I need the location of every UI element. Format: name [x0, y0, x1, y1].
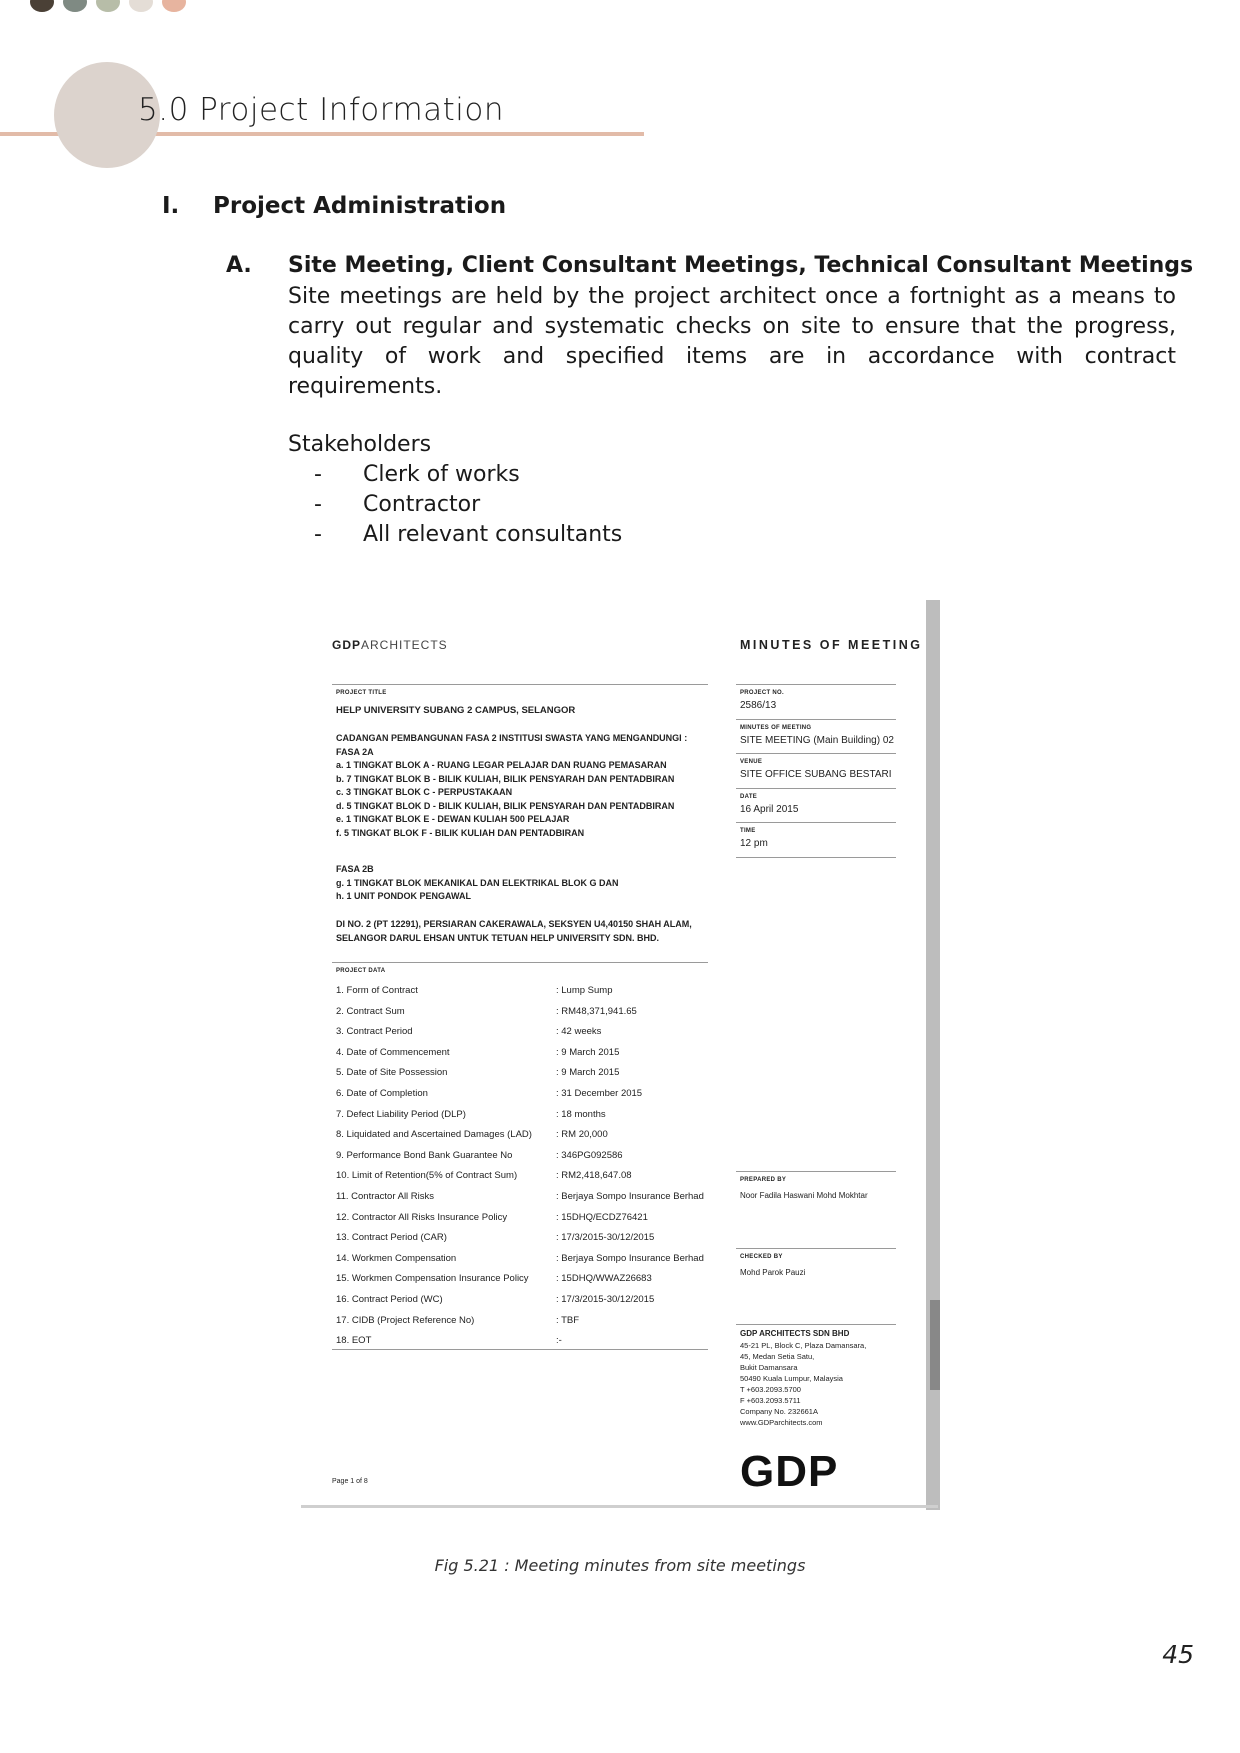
- project-title-label: PROJECT TITLE: [336, 690, 387, 696]
- page-number: 45: [1162, 1640, 1194, 1669]
- data-row-value: : 17/3/2015-30/12/2015: [556, 1232, 655, 1244]
- checked-by-label: CHECKED BY: [740, 1254, 783, 1260]
- divider: [736, 1324, 896, 1325]
- description-line: g. 1 TINGKAT BLOK MEKANIKAL DAN ELEKTRIKAL BLOK G DAN: [336, 877, 619, 888]
- data-row-value: : RM 20,000: [556, 1129, 608, 1141]
- data-row-value: :-: [556, 1335, 562, 1347]
- data-row-label: 5. Date of Site Possession: [336, 1067, 448, 1079]
- data-row-label: 7. Defect Liability Period (DLP): [336, 1108, 466, 1120]
- address-line: 45-21 PL, Block C, Plaza Damansara,: [740, 1341, 867, 1350]
- minutes-heading: MINUTES OF MEETING: [740, 638, 923, 652]
- address-line: Company No. 232661A: [740, 1407, 818, 1416]
- detail-label: MINUTES OF MEETING: [740, 724, 812, 731]
- data-row-value: : 9 March 2015: [556, 1046, 620, 1058]
- subsection-letter: A.: [226, 253, 252, 278]
- data-row-value: : 31 December 2015: [556, 1088, 643, 1099]
- data-row-label: 15. Workmen Compensation Insurance Policy: [336, 1273, 529, 1285]
- prepared-by-label: PREPARED BY: [740, 1177, 787, 1183]
- data-row-label: 3. Contract Period: [336, 1026, 413, 1038]
- data-row-value: : 15DHQ/WWAZ26683: [556, 1273, 652, 1285]
- detail-value: 16 April 2015: [740, 803, 799, 815]
- detail-label: VENUE: [740, 759, 763, 765]
- document-edge: [930, 1300, 940, 1390]
- subsection-paragraph: Site meetings are held by the project architect once a fortnight as a means to carry out regular and systematic checks on site to ensure that the progress, quality of work and specified items are in accordance with contract requirements.: [288, 284, 1176, 399]
- address-line: www.GDParchitects.com: [740, 1418, 823, 1427]
- bullet-dash: -: [314, 462, 322, 487]
- data-row-label: 16. Contract Period (WC): [336, 1294, 443, 1305]
- divider: [736, 684, 896, 685]
- detail-value: 12 pm: [740, 838, 768, 849]
- palette-dot: [162, 0, 186, 12]
- gdp-logo: GDP: [740, 1447, 839, 1496]
- data-row-value: : 346PG092586: [556, 1149, 623, 1161]
- stakeholders-heading: Stakeholders: [288, 432, 432, 457]
- detail-label: PROJECT NO.: [740, 690, 784, 696]
- data-row-label: 13. Contract Period (CAR): [336, 1232, 447, 1244]
- section-title: Project Administration: [213, 193, 507, 219]
- divider: [332, 962, 708, 963]
- project-data-label: PROJECT DATA: [336, 968, 386, 974]
- detail-label: DATE: [740, 793, 758, 800]
- data-row-label: 10. Limit of Retention(5% of Contract Sum): [336, 1170, 518, 1182]
- palette-dot: [63, 0, 87, 12]
- data-row-value: : 15DHQ/ECDZ76421: [556, 1211, 648, 1223]
- detail-value: SITE OFFICE SUBANG BESTARI: [740, 769, 892, 780]
- bullet-dash: -: [314, 492, 322, 517]
- project-title: HELP UNIVERSITY SUBANG 2 CAMPUS, SELANGOR: [336, 705, 576, 716]
- description-line: FASA 2A: [336, 746, 374, 757]
- section-number: I.: [162, 193, 180, 219]
- divider: [736, 719, 896, 720]
- data-row-value: : Lump Sump: [556, 985, 613, 996]
- data-row-value: : 18 months: [556, 1108, 606, 1120]
- divider: [736, 1171, 896, 1172]
- description-line: a. 1 TINGKAT BLOK A - RUANG LEGAR PELAJAR DAN RUANG PEMASARAN: [336, 760, 667, 770]
- data-row-value: : 42 weeks: [556, 1026, 602, 1038]
- data-row-label: 18. EOT: [336, 1335, 372, 1347]
- description-line: CADANGAN PEMBANGUNAN FASA 2 INSTITUSI SWASTA YANG MENGANDUNGI :: [336, 733, 688, 743]
- data-row-value: : Berjaya Sompo Insurance Berhad: [556, 1191, 704, 1202]
- checked-by: Mohd Parok Pauzi: [740, 1268, 806, 1277]
- palette-dot: [30, 0, 54, 12]
- description-line: FASA 2B: [336, 864, 374, 874]
- document-page-number: Page 1 of 8: [332, 1478, 368, 1485]
- description-line: b. 7 TINGKAT BLOK B - BILIK KULIAH, BILIK PENSYARAH DAN PENTADBIRAN: [336, 773, 675, 784]
- data-row-label: 14. Workmen Compensation: [336, 1252, 457, 1264]
- palette-dot: [129, 0, 153, 12]
- data-row-label: 12. Contractor All Risks Insurance Policy: [336, 1211, 508, 1223]
- company-name: GDP ARCHITECTS SDN BHD: [740, 1329, 850, 1338]
- description-line: SELANGOR DARUL EHSAN UNTUK TETUAN HELP UNIVERSITY SDN. BHD.: [336, 932, 660, 943]
- data-row-label: 9. Performance Bond Bank Guarantee No: [336, 1149, 513, 1161]
- page-title: 5.0 Project Information: [138, 92, 505, 128]
- divider: [332, 684, 708, 685]
- data-row-label: 1. Form of Contract: [336, 985, 418, 996]
- divider: [736, 822, 896, 823]
- bullet-dash: -: [314, 522, 322, 547]
- gdp-architects-logo: GDPARCHITECTS: [332, 638, 448, 652]
- divider: [736, 857, 896, 858]
- address-line: F +603.2093.5711: [740, 1396, 801, 1405]
- divider: [736, 788, 896, 789]
- document-edge: [301, 1505, 938, 1508]
- subsection-title: Site Meeting, Client Consultant Meetings, Technical Consultant Meetings: [288, 253, 1194, 278]
- figure-caption: Fig 5.21 : Meeting minutes from site meetings: [434, 1556, 806, 1575]
- data-row-value: : 9 March 2015: [556, 1067, 620, 1079]
- data-row-label: 17. CIDB (Project Reference No): [336, 1314, 475, 1326]
- description-line: DI NO. 2 (PT 12291), PERSIARAN CAKERAWALA, SEKSYEN U4,40150 SHAH ALAM,: [336, 919, 692, 929]
- divider: [332, 1349, 708, 1350]
- description-line: d. 5 TINGKAT BLOK D - BILIK KULIAH, BILIK PENSYARAH DAN PENTADBIRAN: [336, 800, 675, 811]
- prepared-by: Noor Fadila Haswani Mohd Mokhtar: [740, 1191, 868, 1200]
- description-line: h. 1 UNIT PONDOK PENGAWAL: [336, 891, 472, 901]
- address-line: 50490 Kuala Lumpur, Malaysia: [740, 1374, 843, 1383]
- address-line: 45, Medan Setia Satu,: [740, 1352, 815, 1361]
- description-line: c. 3 TINGKAT BLOK C - PERPUSTAKAAN: [336, 787, 513, 797]
- divider: [736, 753, 896, 754]
- data-row-label: 8. Liquidated and Ascertained Damages (LAD): [336, 1129, 532, 1141]
- divider: [736, 1248, 896, 1249]
- stakeholder-item: All relevant consultants: [363, 522, 623, 547]
- data-row-value: : Berjaya Sompo Insurance Berhad: [556, 1252, 704, 1264]
- detail-value: 2586/13: [740, 700, 777, 711]
- palette-dot: [96, 0, 120, 12]
- data-row-value: : RM48,371,941.65: [556, 1005, 637, 1017]
- detail-value: SITE MEETING (Main Building) 02: [740, 734, 894, 746]
- description-line: e. 1 TINGKAT BLOK E - DEWAN KULIAH 500 PELAJAR: [336, 814, 570, 824]
- description-line: f. 5 TINGKAT BLOK F - BILIK KULIAH DAN PENTADBIRAN: [336, 827, 585, 838]
- detail-label: TIME: [740, 828, 756, 834]
- data-row-label: 6. Date of Completion: [336, 1088, 428, 1099]
- address-line: Bukit Damansara: [740, 1363, 798, 1372]
- data-row-label: 2. Contract Sum: [336, 1005, 405, 1017]
- stakeholder-item: Contractor: [363, 492, 481, 517]
- stakeholder-item: Clerk of works: [363, 462, 520, 487]
- data-row-label: 11. Contractor All Risks: [336, 1191, 435, 1202]
- data-row-value: : TBF: [556, 1314, 580, 1326]
- data-row-label: 4. Date of Commencement: [336, 1046, 450, 1058]
- address-line: T +603.2093.5700: [740, 1385, 801, 1394]
- data-row-value: : RM2,418,647.08: [556, 1170, 632, 1182]
- data-row-value: : 17/3/2015-30/12/2015: [556, 1294, 655, 1305]
